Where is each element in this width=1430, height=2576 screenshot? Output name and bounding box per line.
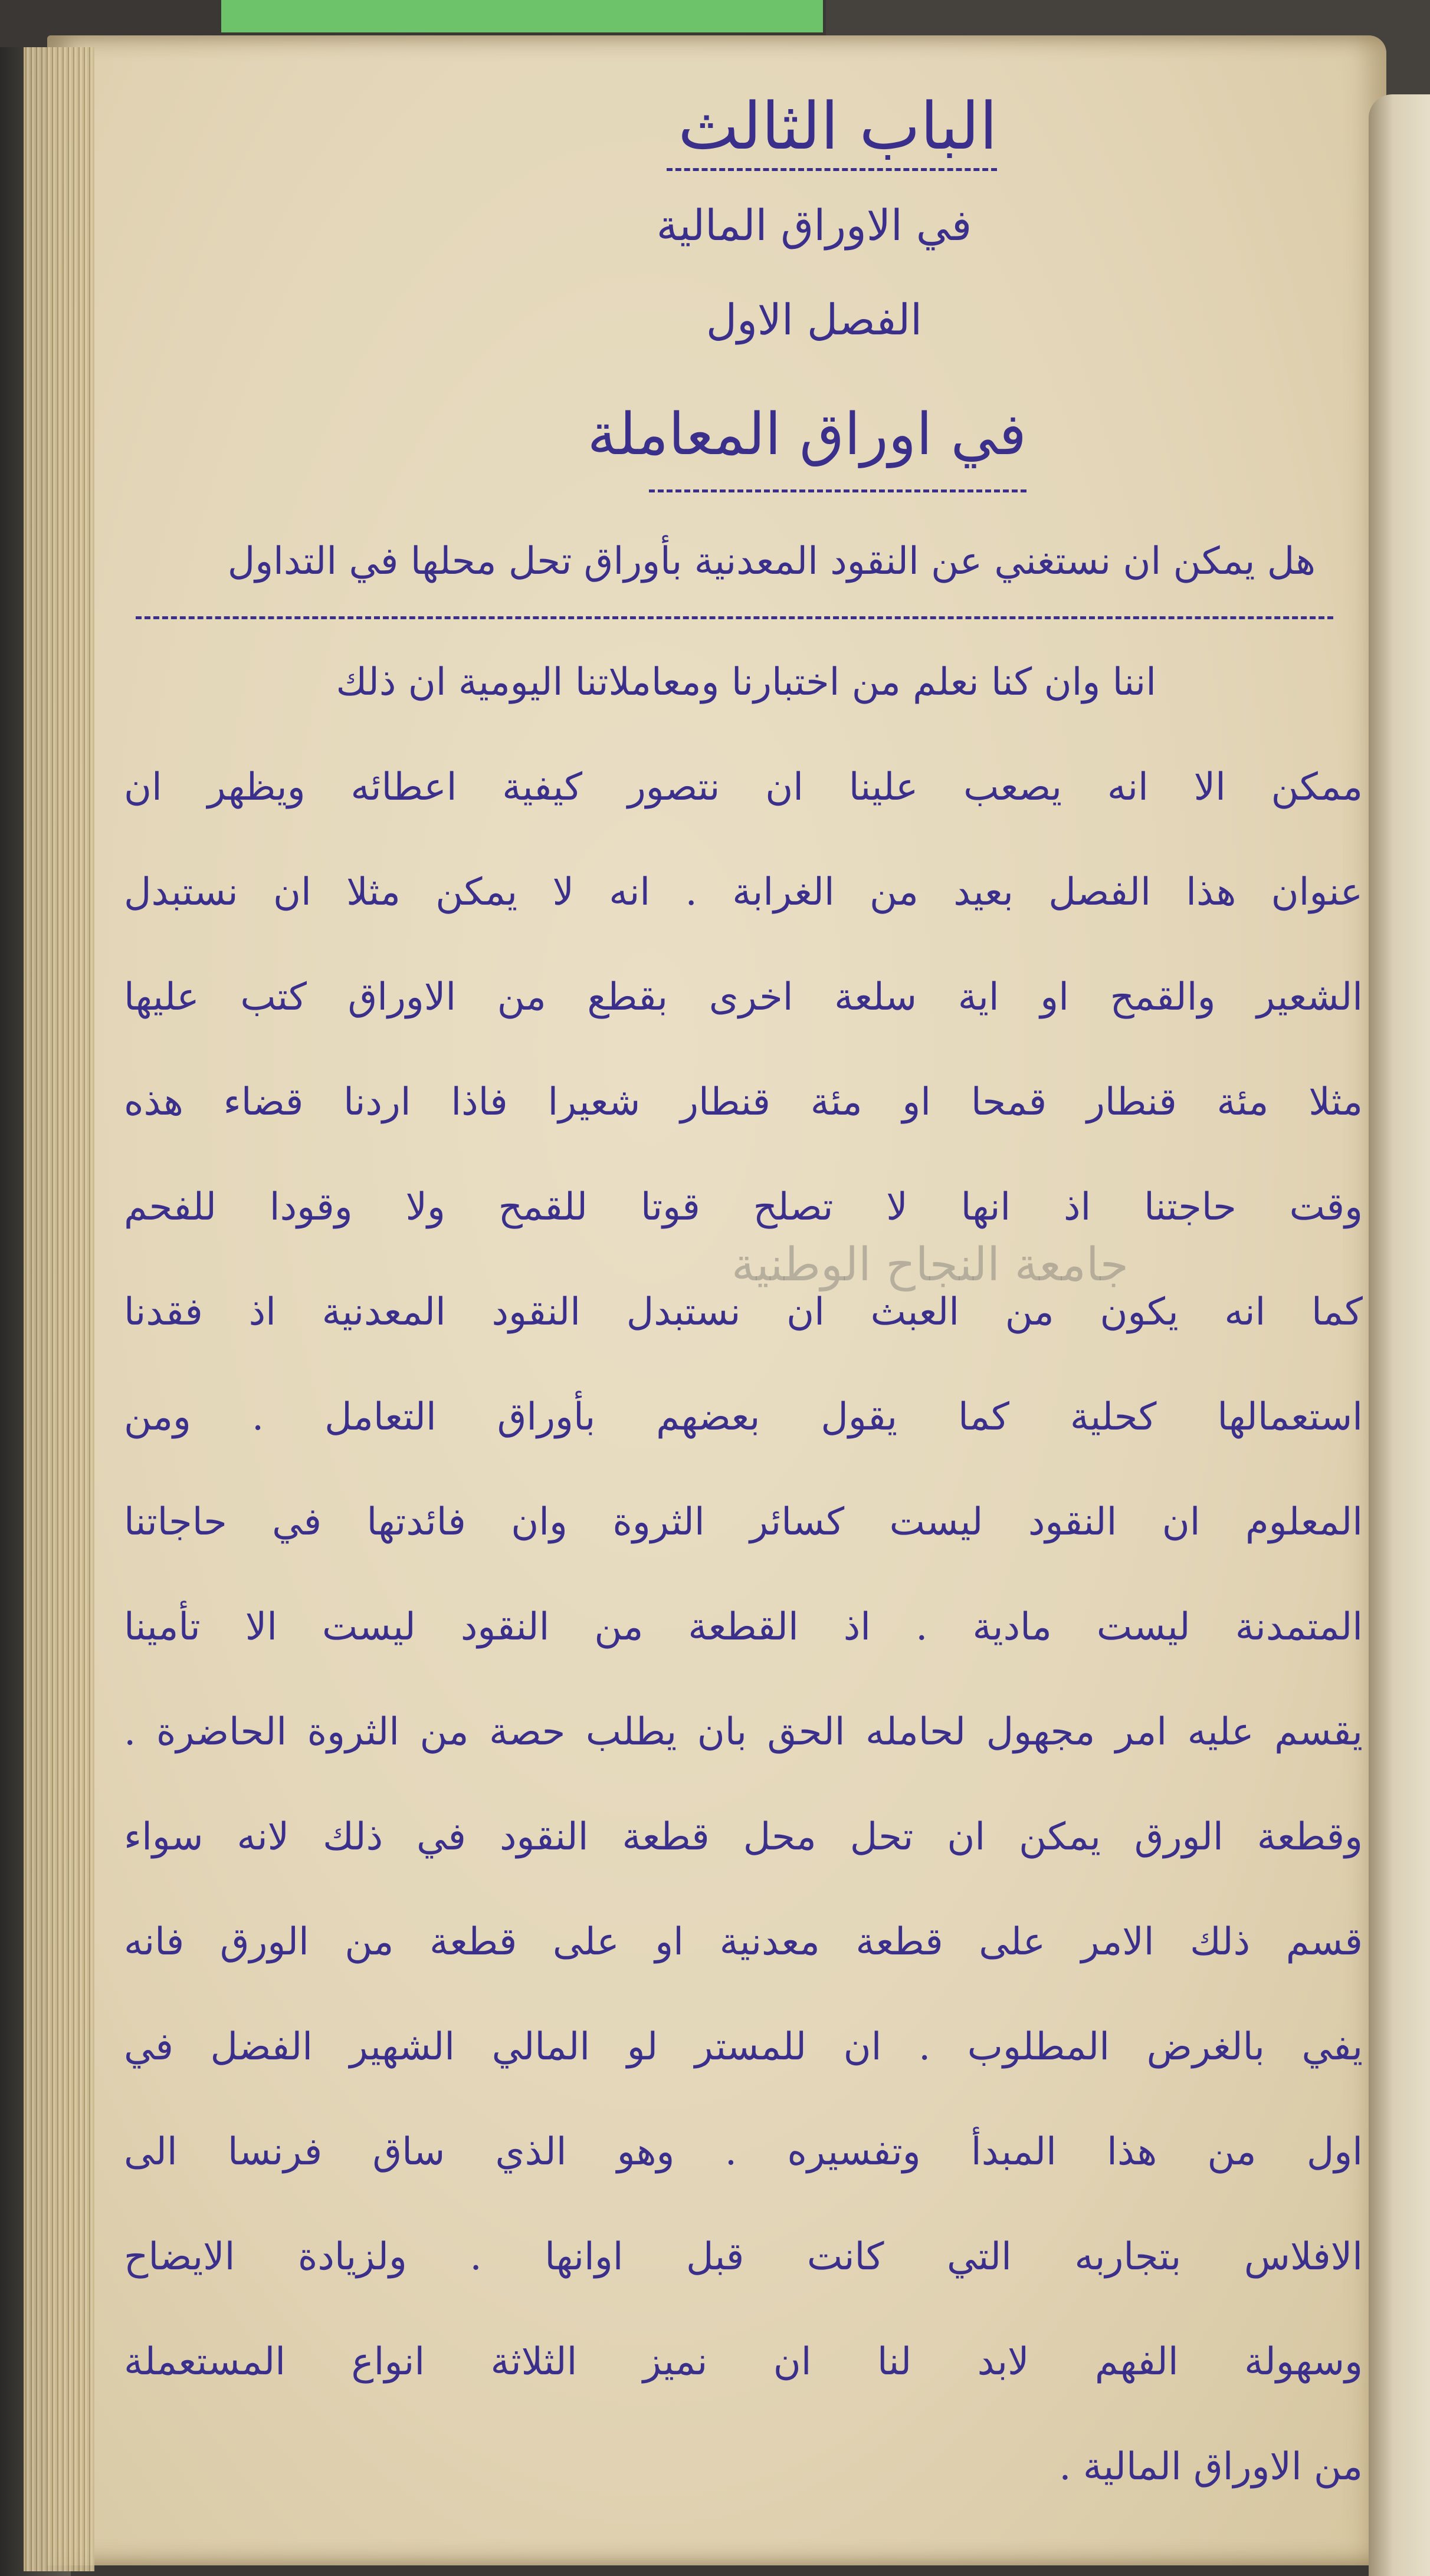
green-tab (221, 0, 823, 32)
section-label: الفصل الاول (706, 295, 923, 344)
paragraph-line: عنوان هذا الفصل بعيد من الغرابة . انه لا يمكن مثلا ان نستبدل (124, 870, 1363, 914)
paragraph-line: المعلوم ان النقود ليست كسائر الثروة وان فائدتها في حاجاتنا (124, 1500, 1363, 1544)
library-stamp: جامعة النجاح الوطنية (732, 1238, 1129, 1292)
paragraph-line: وسهولة الفهم لابد لنا ان نميز الثلاثة انواع المستعملة (124, 2340, 1363, 2384)
paragraph-line: ممكن الا انه يصعب علينا ان نتصور كيفية اعطائه ويظهر ان (124, 765, 1363, 809)
paragraph-line: الافلاس بتجاربه التي كانت قبل اوانها . ولزيادة الايضاح (124, 2235, 1363, 2279)
paragraph-line: اننا وان كنا نعلم من اختبارنا ومعاملاتنا اليومية ان ذلك (336, 661, 1156, 704)
paragraph-line: من الاوراق المالية . (1059, 2445, 1363, 2489)
paragraph-line: كما انه يكون من العبث ان نستبدل النقود المعدنية اذ فقدنا (124, 1290, 1363, 1334)
question-underline (136, 616, 1333, 619)
paragraph-line: مثلا مئة قنطار قمحا او مئة قنطار شعيرا فاذا اردنا قضاء هذه (124, 1080, 1363, 1124)
paragraph-line: يفي بالغرض المطلوب . ان للمستر لو المالي الشهير الفضل في (124, 2025, 1363, 2069)
paragraph-line: يقسم عليه امر مجهول لحامله الحق بان يطلب حصة من الثروة الحاضرة . (124, 1710, 1363, 1754)
paragraph-line: استعمالها كحلية كما يقول بعضهم بأوراق التعامل . ومن (124, 1395, 1363, 1439)
facing-page-edge (1369, 94, 1430, 2576)
page-edges (24, 47, 94, 2571)
section-underline (649, 489, 1026, 492)
question-line: هل يمكن ان نستغني عن النقود المعدنية بأوراق تحل محلها في التداول (227, 540, 1316, 583)
paragraph-line: الشعير والقمح او اية سلعة اخرى بقطع من الاوراق كتب عليها (124, 975, 1363, 1019)
paragraph-line: وقت حاجتنا اذ انها لا تصلح قوتا للقمح ولا وقودا للفحم (124, 1185, 1363, 1229)
paragraph-line: قسم ذلك الامر على قطعة معدنية او على قطعة من الورق فانه (124, 1920, 1363, 1964)
paragraph-line: اول من هذا المبدأ وتفسيره . وهو الذي ساق فرنسا الى (124, 2130, 1363, 2174)
chapter-title: الباب الثالث (678, 88, 998, 164)
section-title: في اوراق المعاملة (587, 401, 1026, 468)
chapter-subtitle: في الاوراق المالية (656, 201, 972, 250)
paragraph-line: وقطعة الورق يمكن ان تحل محل قطعة النقود في ذلك لانه سواء (124, 1815, 1363, 1859)
paragraph-line: المتمدنة ليست مادية . اذ القطعة من النقود ليست الا تأمينا (124, 1605, 1363, 1649)
title-underline (667, 168, 997, 171)
